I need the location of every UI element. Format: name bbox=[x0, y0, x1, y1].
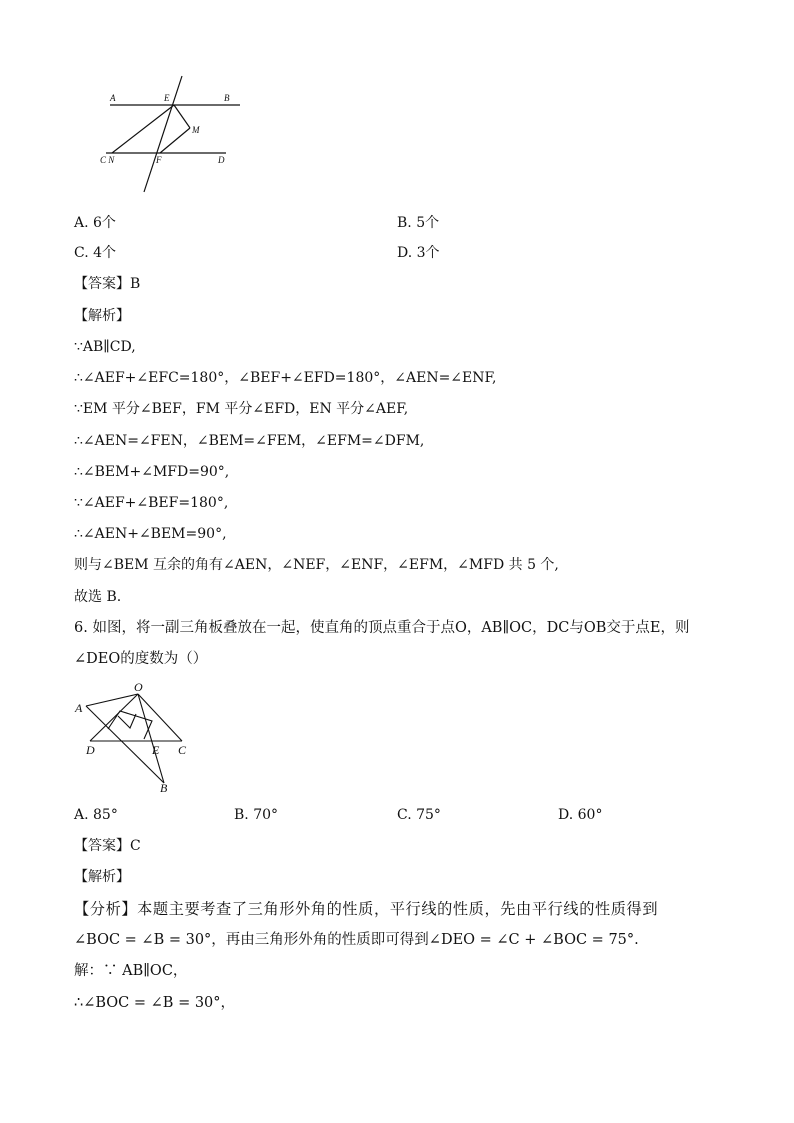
q6-option-a: A. 85° bbox=[74, 807, 118, 823]
q5-line-4: ∴∠AEN=∠FEN，∠BEM=∠FEM，∠EFM=∠DFM, bbox=[74, 433, 425, 449]
q6-analysis-line-2: ∠BOC = ∠B = 30°，再由三角形外角的性质即可得到∠DEO = ∠C + ∠BOC = 75°. bbox=[74, 932, 639, 948]
label-d2: D bbox=[86, 743, 95, 757]
label-a2: A bbox=[75, 701, 83, 715]
q6-analysis-line-1: 【分析】本题主要考查了三角形外角的性质，平行线的性质，先由平行线的性质得到 bbox=[74, 900, 659, 918]
label-cn: C N bbox=[100, 155, 115, 165]
q5-line-5: ∴∠BEM+∠MFD=90°, bbox=[74, 464, 230, 480]
label-o: O bbox=[134, 680, 143, 694]
label-d: D bbox=[218, 155, 225, 165]
q6-option-b: B. 70° bbox=[234, 807, 279, 823]
q5-line-6: ∵∠AEF+∠BEF=180°, bbox=[74, 495, 229, 511]
q5-line-2: ∴∠AEF+∠EFC=180°，∠BEF+∠EFD=180°，∠AEN=∠ENF, bbox=[74, 370, 497, 386]
q5-line-7: ∴∠AEN+∠BEM=90°, bbox=[74, 526, 227, 542]
label-b: B bbox=[224, 93, 230, 103]
q5-option-c: C. 4个 bbox=[74, 245, 117, 261]
q5-answer: 【答案】B bbox=[74, 276, 141, 292]
label-e: E bbox=[164, 93, 170, 103]
q5-line-9: 故选 B. bbox=[74, 589, 122, 605]
q5-option-b: B. 5个 bbox=[397, 215, 440, 231]
q6-analysis-title: 【解析】 bbox=[74, 869, 130, 885]
q6-solution-line-2: ∴∠BOC = ∠B = 30°， bbox=[74, 995, 236, 1011]
label-m: M bbox=[192, 125, 200, 135]
q5-line-3: ∵EM 平分∠BEF，FM 平分∠EFD，EN 平分∠AEF, bbox=[74, 401, 409, 417]
q6-question-line-2: ∠DEO的度数为（） bbox=[74, 651, 208, 667]
q6-question-line-1: 6. 如图，将一副三角板叠放在一起，使直角的顶点重合于点O，AB∥OC，DC与OB交于点E，则 bbox=[74, 620, 690, 636]
label-e2: E bbox=[152, 743, 160, 757]
label-c2: C bbox=[178, 743, 187, 757]
q6-answer: 【答案】C bbox=[74, 838, 141, 854]
parallel-lines-figure bbox=[96, 72, 246, 197]
q5-option-a: A. 6个 bbox=[74, 215, 116, 231]
q5-line-8: 则与∠BEM 互余的角有∠AEN，∠NEF，∠ENF，∠EFM，∠MFD 共 5 个, bbox=[74, 557, 559, 573]
label-b2: B bbox=[160, 781, 168, 795]
q6-option-c: C. 75° bbox=[397, 807, 441, 823]
q5-option-d: D. 3个 bbox=[397, 245, 440, 261]
label-a: A bbox=[110, 93, 116, 103]
q5-line-1: ∵AB∥CD, bbox=[74, 339, 136, 355]
label-f: F bbox=[156, 155, 162, 165]
q5-analysis-title: 【解析】 bbox=[74, 308, 130, 324]
q6-option-d: D. 60° bbox=[558, 807, 603, 823]
triangles-figure bbox=[72, 680, 202, 795]
q6-solution-line-1: 解：∵ AB∥OC， bbox=[74, 963, 188, 979]
